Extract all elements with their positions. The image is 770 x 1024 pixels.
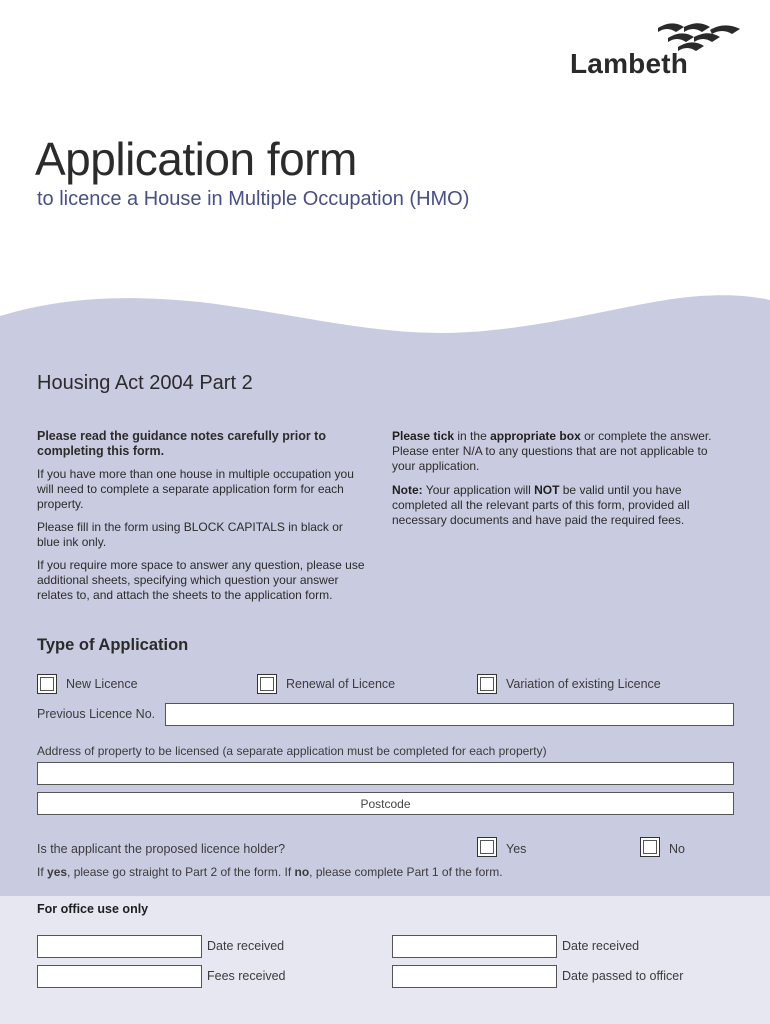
holder-yes-checkbox[interactable] bbox=[477, 837, 497, 857]
page-subtitle: to licence a House in Multiple Occupation (HMO) bbox=[37, 188, 470, 210]
postcode-field[interactable] bbox=[37, 792, 734, 815]
instruction-part-1: , please complete Part 1 of the form. bbox=[309, 865, 503, 879]
variation-of-licence-checkbox[interactable] bbox=[477, 674, 497, 694]
office-date-passed-label: Date passed to officer bbox=[562, 969, 684, 983]
office-date-received-field-right[interactable] bbox=[392, 935, 557, 958]
variation-of-licence-label: Variation of existing Licence bbox=[506, 677, 661, 691]
holder-yes-label: Yes bbox=[506, 842, 527, 856]
previous-licence-label: Previous Licence No. bbox=[37, 707, 156, 721]
office-date-received-field-left[interactable] bbox=[37, 935, 202, 958]
guidance-paragraph-multiple-houses: If you have more than one house in multiple occupation you will need to complete a separate application form for each property. bbox=[37, 467, 354, 511]
text-tick-remainder: or complete the answer. Please enter N/A to any questions that are not applicable to your application. bbox=[392, 429, 712, 473]
new-licence-label: New Licence bbox=[66, 677, 138, 691]
new-licence-checkbox[interactable] bbox=[37, 674, 57, 694]
emphasis-appropriate-box: appropriate box bbox=[490, 429, 581, 443]
instruction-no: no bbox=[294, 865, 310, 879]
office-date-received-label-right: Date received bbox=[562, 939, 640, 953]
holder-no-checkbox[interactable] bbox=[640, 837, 660, 857]
guidance-heading: Please read the guidance notes carefully prior to completing this form. bbox=[37, 429, 326, 458]
text-note-remainder: be valid until you have completed all the relevant parts of this form, provided all necessary documents and have paid the required fees. bbox=[392, 483, 690, 527]
page-title: Application form bbox=[35, 133, 357, 185]
office-date-received-label-left: Date received bbox=[207, 939, 285, 953]
emphasis-please-tick: Please tick bbox=[392, 429, 455, 443]
postcode-label: Postcode bbox=[360, 797, 411, 811]
instruction-yes: yes bbox=[47, 865, 68, 879]
holder-no-label: No bbox=[669, 842, 685, 856]
instruction-if: If bbox=[37, 865, 48, 879]
emphasis-note: Note: bbox=[392, 483, 423, 497]
holder-instruction bbox=[37, 865, 503, 879]
office-fees-received-field[interactable] bbox=[37, 965, 202, 988]
guidance-paragraph-block-capitals: Please fill in the form using BLOCK CAPITALS in black or blue ink only. bbox=[37, 520, 343, 549]
address-label: Address of property to be licensed (a separate application must be completed for each property) bbox=[37, 744, 547, 758]
instruction-part-2: , please go straight to Part 2 of the form. If bbox=[67, 865, 295, 879]
guidance-paragraph-note bbox=[392, 483, 722, 528]
type-of-application-heading: Type of Application bbox=[37, 636, 189, 654]
emphasis-not: NOT bbox=[534, 483, 560, 497]
renewal-of-licence-label: Renewal of Licence bbox=[286, 677, 396, 691]
office-date-passed-field[interactable] bbox=[392, 965, 557, 988]
guidance-paragraph-more-space: If you require more space to answer any question, please use additional sheets, specifying which question your answer relates to, and attach the sheets to the application form. bbox=[37, 558, 365, 602]
office-fees-received-label: Fees received bbox=[207, 969, 286, 983]
renewal-of-licence-checkbox[interactable] bbox=[257, 674, 277, 694]
text-in-the: in the bbox=[454, 429, 491, 443]
previous-licence-field[interactable] bbox=[165, 703, 734, 726]
address-field[interactable] bbox=[37, 762, 734, 785]
lambeth-logo-text: Lambeth bbox=[570, 48, 689, 79]
guidance-paragraph-tick-box bbox=[392, 429, 722, 474]
text-your-application: Your application will bbox=[422, 483, 535, 497]
office-use-heading: For office use only bbox=[37, 902, 149, 916]
act-title: Housing Act 2004 Part 2 bbox=[37, 372, 253, 394]
licence-holder-question: Is the applicant the proposed licence holder? bbox=[37, 842, 286, 856]
